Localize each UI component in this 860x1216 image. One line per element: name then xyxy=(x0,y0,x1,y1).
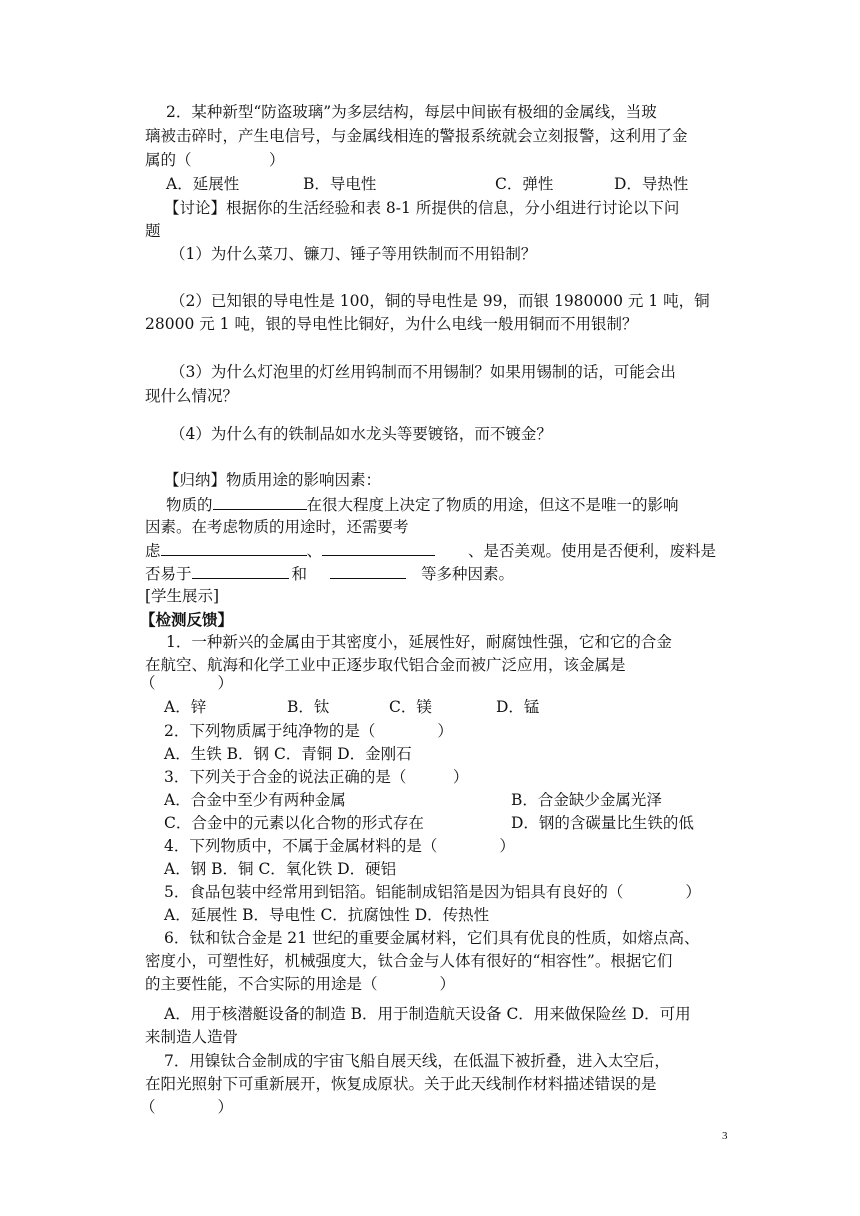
summary-text: 、 xyxy=(306,542,323,560)
feedback-q3-option-a: A．合金中至少有两种金属 xyxy=(164,791,346,809)
discussion-q2-line-2: 28000 元 1 吨，银的导电性比铜好，为什么电线一般用铜而不用银制？ xyxy=(145,315,638,333)
feedback-q6-line-3: 的主要性能，不合实际的用途是（ ） xyxy=(145,975,456,993)
feedback-q1-option-d: D．锰 xyxy=(496,698,540,716)
feedback-q7-line-1: 7．用镍钛合金制成的宇宙飞船自展天线，在低温下被折叠，进入太空后， xyxy=(164,1052,670,1070)
blank-line xyxy=(330,562,406,579)
feedback-q7-line-3: （ ） xyxy=(140,1098,234,1116)
feedback-q1-option-c: C．镁 xyxy=(389,698,432,716)
student-show-heading: [学生展示] xyxy=(145,587,220,605)
blank-line xyxy=(192,562,289,579)
discussion-line-2: 题 xyxy=(145,222,161,240)
q2-line-3: 属的（ ） xyxy=(145,151,285,169)
summary-text: 等多种因素。 xyxy=(421,565,515,583)
summary-line-2: 因素。在考虑物质的用途时，还需要考 xyxy=(145,518,409,536)
feedback-q5: 5．食品包装中经常用到铝箔。铝能制成铝箔是因为铝具有良好的（ ） xyxy=(164,883,701,901)
feedback-q4-options: A．钢 B．铜 C．氧化铁 D．硬铝 xyxy=(164,860,397,878)
feedback-q3-option-c: C．合金中的元素以化合物的形式存在 xyxy=(164,814,424,832)
feedback-q1-line-2: 在航空、航海和化学工业中正逐步取代铝合金而被广泛应用，该金属是 xyxy=(145,656,626,674)
feedback-q7-line-2: 在阳光照射下可重新展开，恢复成原状。关于此天线制作材料描述错误的是 xyxy=(145,1075,657,1093)
feedback-q6-options-line-1: A．用于核潜艇设备的制造 B．用于制造航天设备 C．用来做保险丝 D．可用 xyxy=(164,1005,691,1023)
summary-line-3 xyxy=(145,539,716,562)
feedback-q3-option-d: D．钢的含碳量比生铁的低 xyxy=(511,814,694,832)
blank-line xyxy=(213,493,307,510)
feedback-q6-line-1: 6．钛和钛合金是 21 世纪的重要金属材料，它们具有优良的性质，如熔点高、 xyxy=(164,929,700,947)
discussion-line-1: 【讨论】根据你的生活经验和表 8-1 所提供的信息，分小组进行讨论以下问 xyxy=(164,199,680,217)
discussion-q1: （1）为什么菜刀、镰刀、锤子等用铁制而不用铅制？ xyxy=(170,245,537,263)
q2-option-c: C．弹性 xyxy=(495,175,554,193)
q2-option-d: D．导热性 xyxy=(614,175,689,193)
feedback-q1-option-b: B．钛 xyxy=(287,698,330,716)
feedback-q3-option-b: B．合金缺少金属光泽 xyxy=(511,791,662,809)
feedback-q1-option-a: A．锌 xyxy=(164,698,207,716)
summary-text: 和 xyxy=(291,565,308,583)
q2-line-2: 璃被击碎时，产生电信号，与金属线相连的警报系统就会立刻报警，这利用了金 xyxy=(145,127,688,145)
q2-line-1: 2．某种新型“防盗玻璃”为多层结构，每层中间嵌有极细的金属线，当玻 xyxy=(166,103,657,121)
summary-text: 在很大程度上决定了物质的用途，但这不是唯一的影响 xyxy=(306,496,679,514)
feedback-q4: 4．下列物质中，不属于金属材料的是（ ） xyxy=(164,837,515,855)
feedback-q2-options: A．生铁 B．钢 C．青铜 D．金刚石 xyxy=(164,745,412,763)
blank-line xyxy=(161,539,307,556)
summary-text: 否易于 xyxy=(145,565,192,583)
discussion-q4: （4）为什么有的铁制品如水龙头等要镀铬，而不镀金？ xyxy=(170,425,552,443)
feedback-q6-options-line-2: 来制造人造骨 xyxy=(145,1028,239,1046)
summary-text: 物质的 xyxy=(166,496,213,514)
q2-option-a: A．延展性 xyxy=(166,175,240,193)
q2-option-b: B．导电性 xyxy=(303,175,377,193)
blank-line xyxy=(322,539,435,556)
feedback-q1-line-1: 1．一种新兴的金属由于其密度小，延展性好，耐腐蚀性强，它和它的合金 xyxy=(166,633,672,651)
summary-heading: 【归纳】物质用途的影响因素： xyxy=(164,471,382,489)
summary-text: 虑 xyxy=(145,542,161,560)
feedback-q5-options: A．延展性 B．导电性 C．抗腐蚀性 D．传热性 xyxy=(164,906,490,924)
feedback-q1-line-3: （ ） xyxy=(140,674,234,692)
feedback-q6-line-2: 密度小，可塑性好，机械强度大，钛合金与人体有很好的“相容性”。根据它们 xyxy=(145,952,673,970)
summary-text: 、是否美观。使用是否便利，废料是 xyxy=(468,542,717,560)
summary-line-1 xyxy=(166,493,679,516)
discussion-q3-line-1: （3）为什么灯泡里的灯丝用钨制而不用锡制？如果用锡制的话，可能会出 xyxy=(170,363,676,381)
feedback-heading: 【检测反馈】 xyxy=(140,610,234,629)
discussion-q3-line-2: 现什么情况？ xyxy=(145,387,239,405)
page-number: 3 xyxy=(722,1130,728,1142)
discussion-q2-line-1: （2）已知银的导电性是 100，铜的导电性是 99，而银 1980000 元 1 吨，铜 xyxy=(170,292,710,310)
summary-line-4 xyxy=(145,562,514,585)
feedback-q2: 2．下列物质属于纯净物的是（ ） xyxy=(164,722,453,740)
feedback-q3: 3．下列关于合金的说法正确的是（ ） xyxy=(164,768,469,786)
